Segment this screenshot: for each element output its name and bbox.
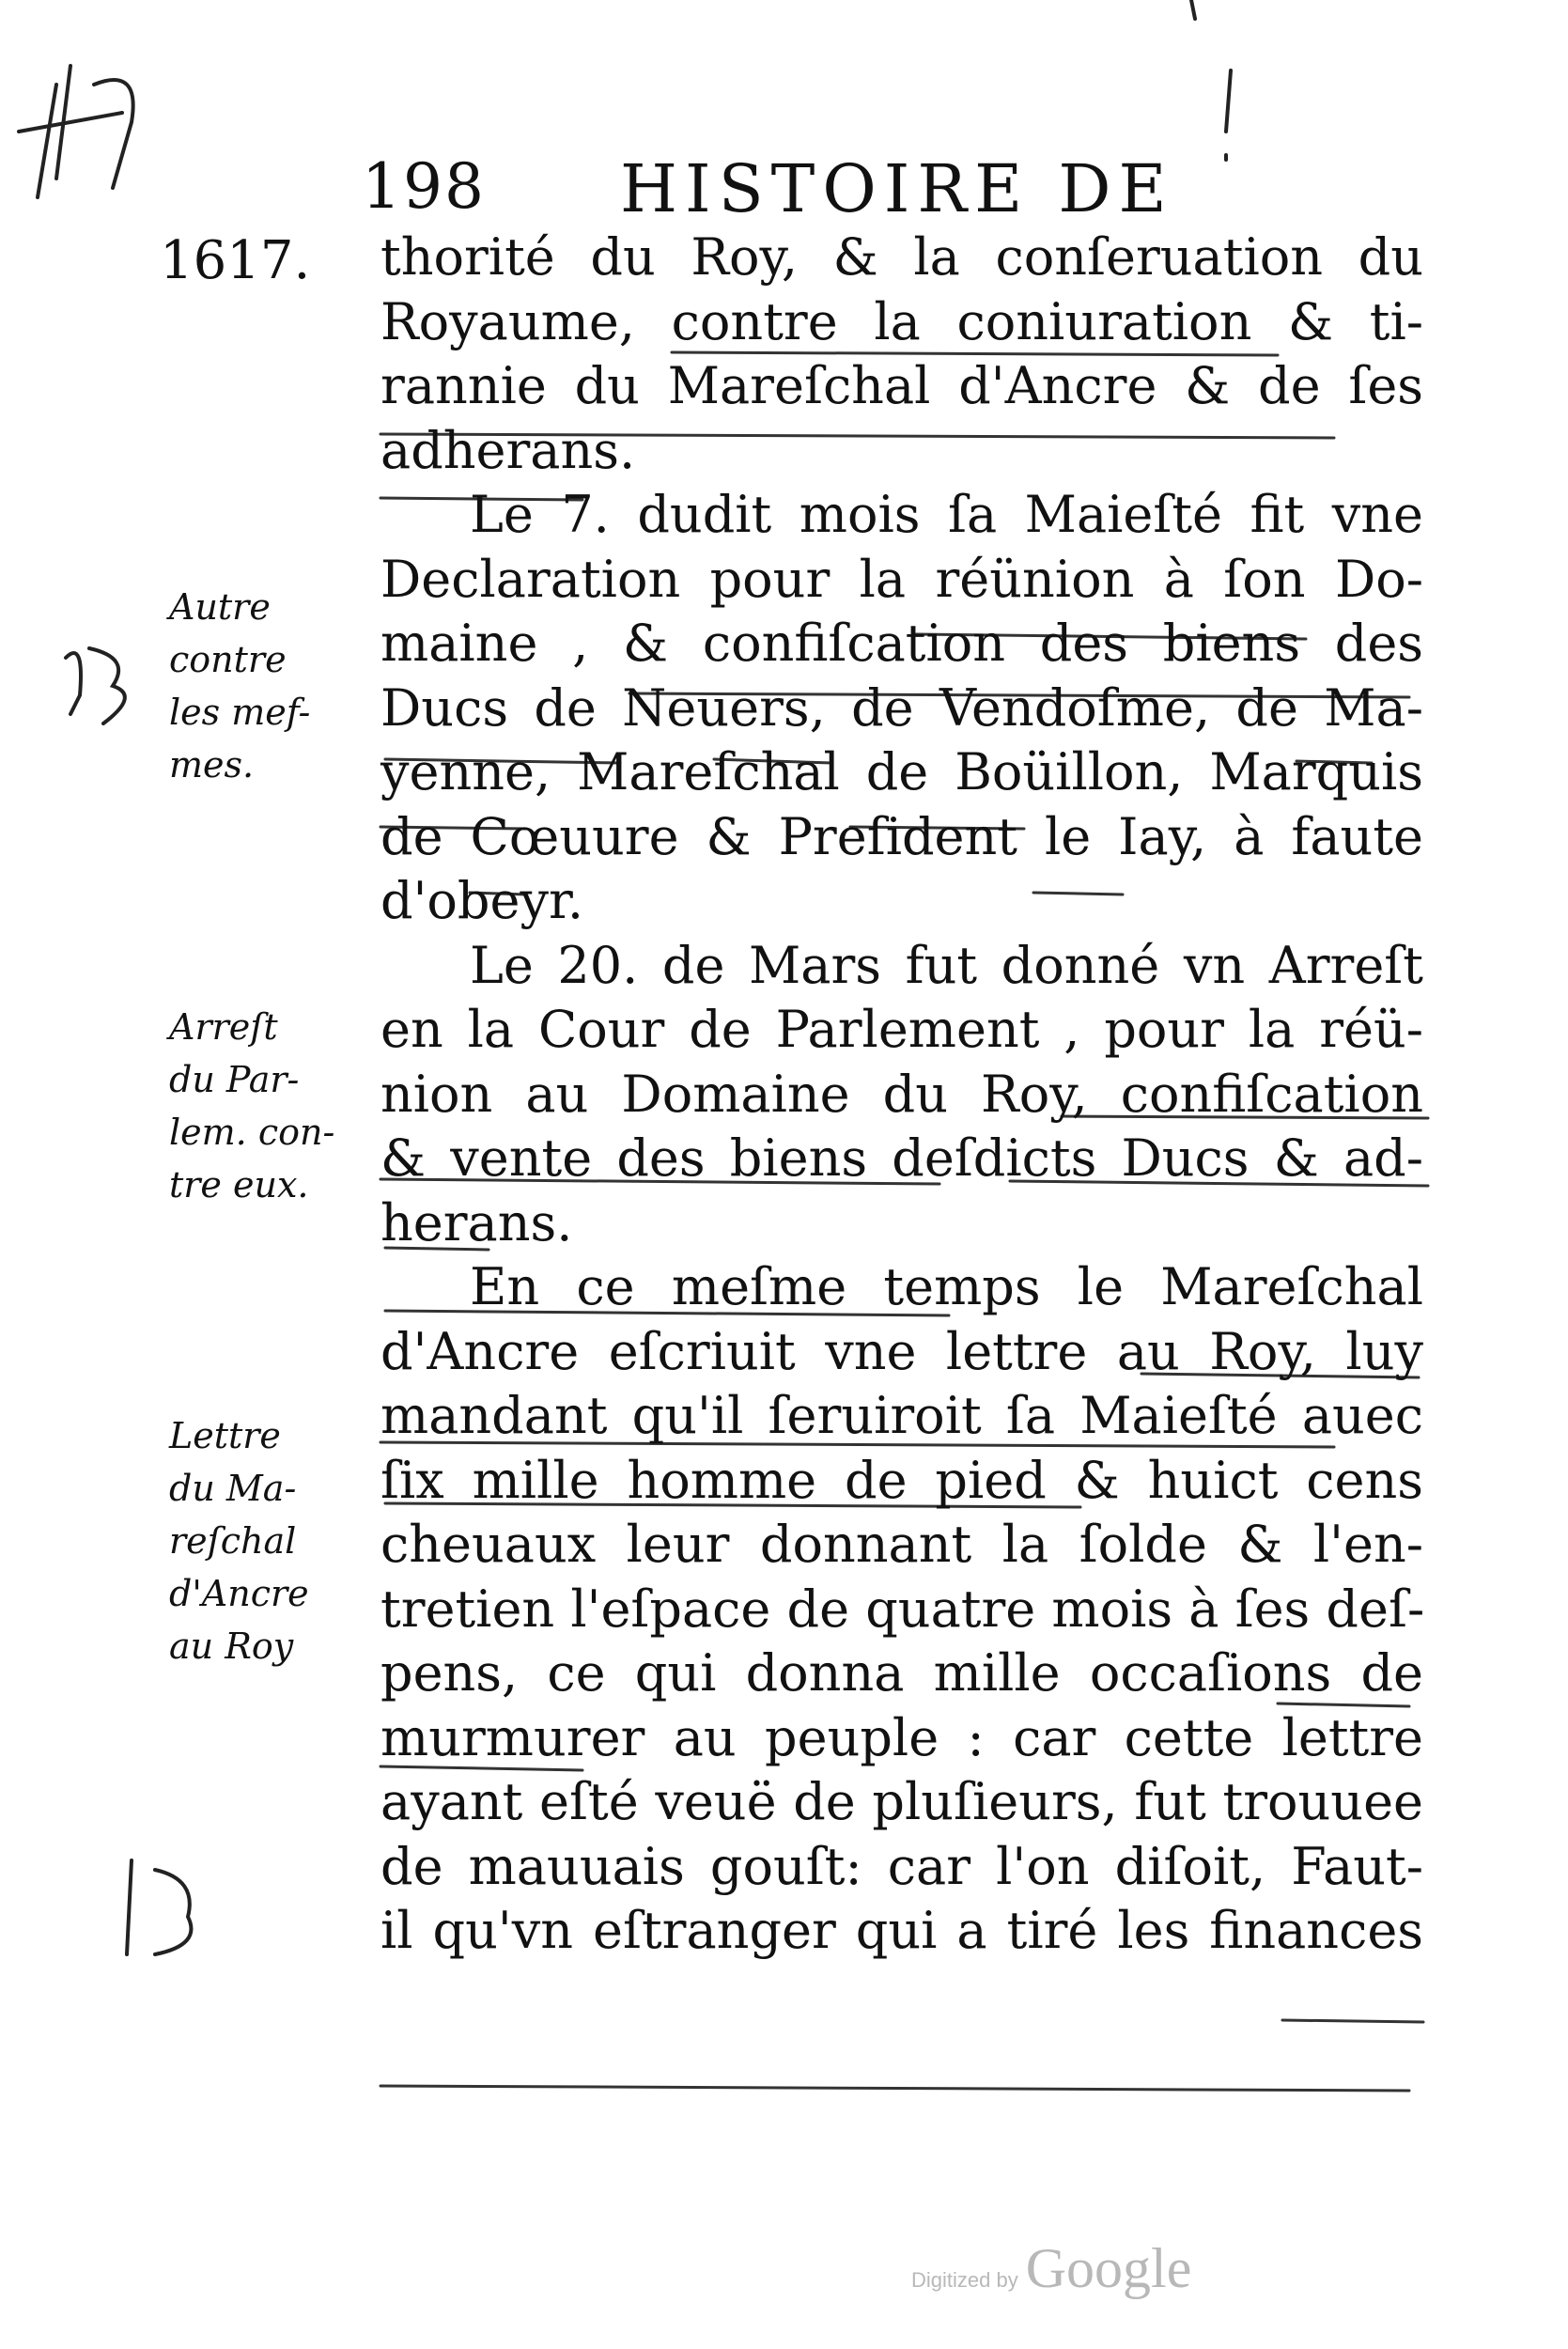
- margin-note-line: reſchal: [169, 1520, 297, 1562]
- page-number: 198: [362, 150, 486, 223]
- text-line: d'Ancre eſcriuit vne lettre au Roy, luy: [380, 1321, 1423, 1381]
- margin-note-line: lem. con-: [169, 1112, 335, 1153]
- google-logo-text: Google: [1025, 2237, 1192, 2299]
- text-line: Declaration pour la réünion à ſon Do-: [380, 549, 1423, 609]
- margin-note-line: du Par-: [169, 1059, 300, 1100]
- text-line: tretien l'eſpace de quatre mois à ſes deſ-: [380, 1579, 1425, 1639]
- margin-note-line: mes.: [169, 744, 255, 786]
- text-line: il qu'vn eſtranger qui a tiré les finances: [380, 1901, 1423, 1960]
- text-line: ayant eſté veuë de pluſieurs, fut trouuee: [380, 1772, 1423, 1831]
- margin-note-line: d'Ancre: [169, 1573, 309, 1614]
- margin-note-arrest: [169, 1001, 334, 1211]
- stray-mark-2: [1191, 0, 1195, 19]
- margin-note-line: tre eux.: [169, 1164, 309, 1206]
- text-line: cheuaux leur donnant la ſolde & l'en-: [380, 1515, 1423, 1574]
- margin-scribble-middle: [66, 648, 125, 723]
- text-line: adherans.: [380, 420, 636, 480]
- text-line: en la Cour de Parlement , pour la réü-: [380, 1000, 1423, 1059]
- text-line: de mauuais gouſt: car l'on diſoit, Faut-: [380, 1836, 1423, 1896]
- margin-note-line: Arreſt: [169, 1006, 278, 1048]
- text-line: yenne, Mareſchal de Boüillon, Marquis: [380, 742, 1423, 801]
- text-line: maine , & confiſcation des biens des: [380, 614, 1423, 673]
- margin-note-lettre: [169, 1409, 309, 1672]
- running-title: HISTOIRE DE: [620, 150, 1174, 227]
- text-line: nion au Domaine du Roy, confiſcation: [380, 1064, 1423, 1124]
- margin-note-autre-contre: [169, 581, 310, 791]
- margin-scribble-top: [19, 66, 133, 197]
- margin-scribble-lower: [127, 1860, 191, 1954]
- text-line: de Cœuure & Preſident le Iay, à faute: [380, 806, 1423, 866]
- stray-mark: [1226, 70, 1231, 160]
- watermark-prefix: Digitized by: [911, 2268, 1018, 2292]
- text-line: Royaume, contre la coniuration & ti-: [380, 291, 1423, 351]
- margin-note-line: les mef-: [169, 692, 311, 733]
- text-line: ſix mille homme de pied & huict cens: [380, 1450, 1423, 1510]
- text-line: herans.: [380, 1192, 573, 1252]
- text-line: Le 20. de Mars fut donné vn Arreſt: [470, 935, 1423, 995]
- text-line: Ducs de Neuers, de Vendoſme, de Ma-: [380, 677, 1423, 738]
- margin-year: 1617.: [160, 230, 311, 291]
- text-line: Le 7. dudit mois ſa Maieſté fit vne: [470, 485, 1423, 544]
- margin-note-line: au Roy: [169, 1626, 294, 1667]
- margin-note-line: Lettre: [169, 1415, 281, 1456]
- text-line: rannie du Mareſchal d'Ancre & de ſes: [380, 356, 1423, 415]
- text-line: En ce meſme temps le Mareſchal: [470, 1257, 1423, 1316]
- text-line: murmurer au peuple : car cette lettre: [380, 1707, 1423, 1767]
- text-line: & vente des biens deſdicts Ducs & ad-: [380, 1128, 1423, 1188]
- text-line: pens, ce qui donna mille occaſions de: [380, 1643, 1423, 1703]
- margin-note-line: contre: [169, 639, 287, 680]
- digitized-by-google-watermark: [911, 2236, 1191, 2301]
- text-line: thorité du Roy, & la conſeruation du: [380, 227, 1423, 287]
- margin-note-line: Autre: [169, 586, 271, 628]
- text-line: mandant qu'il ſeruiroit ſa Maieſté auec: [380, 1386, 1423, 1445]
- body-text: [380, 226, 1423, 1964]
- text-line: d'obeyr.: [380, 871, 583, 930]
- margin-note-line: du Ma-: [169, 1468, 297, 1509]
